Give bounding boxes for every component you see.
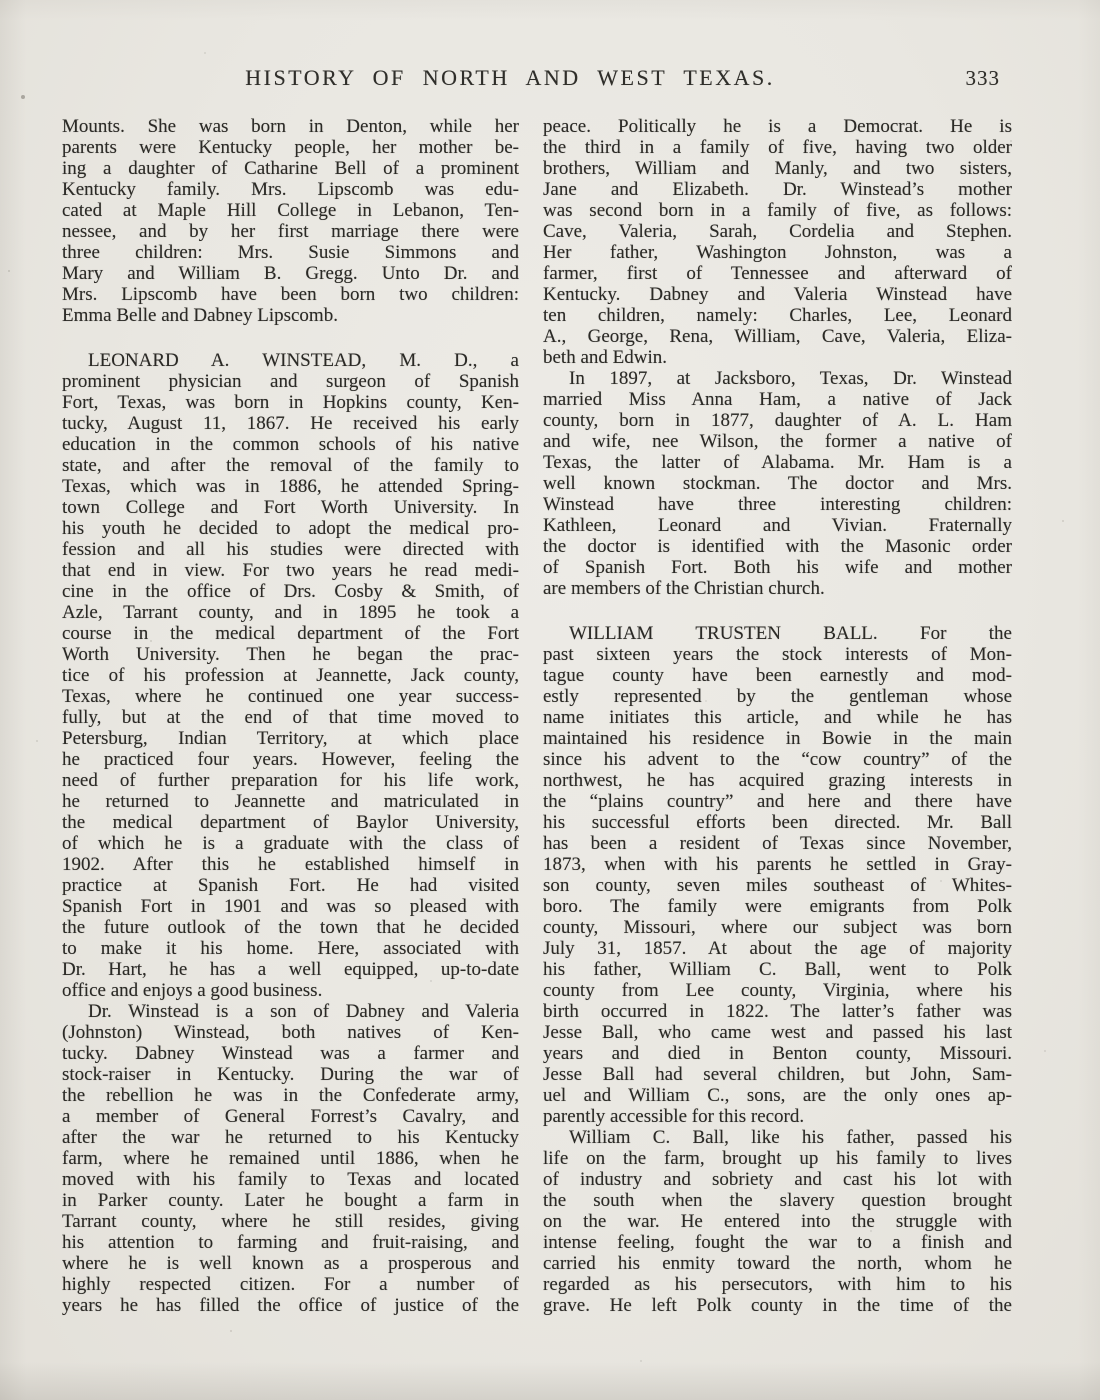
text-line: 1902. After this he established himself in (62, 854, 519, 875)
text-line: Texas, where he continued one year success- (62, 686, 519, 707)
text-line: uel and William C., sons, are the only ones ap- (543, 1085, 1012, 1106)
page-title: HISTORY OF NORTH AND WEST TEXAS. (245, 65, 775, 90)
text-line: ing a daughter of Catharine Bell of a prominent (62, 158, 519, 179)
text-line: the south when the slavery question brought (543, 1190, 1012, 1211)
text-line: northwest, he has acquired grazing interests in (543, 770, 1012, 791)
text-line: Dr. Winstead is a son of Dabney and Valeria (88, 1001, 519, 1022)
column-left (62, 116, 519, 1316)
text-line: William C. Ball, like his father, passed his (569, 1127, 1012, 1148)
text-line: regarded as his persecutors, with him to his (543, 1274, 1012, 1295)
text-line: of Spanish Fort. Both his wife and mother (543, 557, 1012, 578)
paper-speckles (0, 0, 2, 2)
text-line: Texas, which was in 1886, he attended Spring- (62, 476, 519, 497)
text-line: tucky, August 11, 1867. He received his early (62, 413, 519, 434)
text-line: parents were Kentucky people, her mother be- (62, 137, 519, 158)
text-line: Kentucky family. Mrs. Lipscomb was edu- (62, 179, 519, 200)
paragraph (543, 368, 1012, 599)
text-line: (Johnston) Winstead, both natives of Ken- (62, 1022, 519, 1043)
text-line: his attention to farming and fruit-raising, and (62, 1232, 519, 1253)
text-line: son county, seven miles southeast of Whites- (543, 875, 1012, 896)
text-line: grave. He left Polk county in the time of the (543, 1295, 1012, 1316)
text-line: peace. Politically he is a Democrat. He is (543, 116, 1012, 137)
text-line: Jane and Elizabeth. Dr. Winstead’s mother (543, 179, 1012, 200)
text-line: Kentucky. Dabney and Valeria Winstead have (543, 284, 1012, 305)
paragraph (62, 116, 519, 326)
text-line: Kathleen, Leonard and Vivian. Fraternally (543, 515, 1012, 536)
text-line: the “plains country” and here and there have (543, 791, 1012, 812)
text-line: where he is well known as a prosperous and (62, 1253, 519, 1274)
text-line: he returned to Jeannette and matriculated in (62, 791, 519, 812)
text-line: tice of his profession at Jeannette, Jack county, (62, 665, 519, 686)
text-line: are members of the Christian church. (543, 578, 825, 599)
text-line: July 31, 1857. At about the age of majority (543, 938, 1012, 959)
text-line: since his advent to the “cow country” of the (543, 749, 1012, 770)
text-line: his father, William C. Ball, went to Polk (543, 959, 1012, 980)
text-line: prominent physician and surgeon of Spanish (62, 371, 519, 392)
text-line: Mrs. Lipscomb have been born two children: (62, 284, 519, 305)
text-line: A., George, Rena, William, Cave, Valeria, Eliza- (543, 326, 1012, 347)
text-line: fully, but at the end of that time moved to (62, 707, 519, 728)
text-line: Azle, Tarrant county, and in 1895 he took a (62, 602, 519, 623)
text-line: farmer, first of Tennessee and afterward of (543, 263, 1012, 284)
text-line: practice at Spanish Fort. He had visited (62, 875, 519, 896)
text-line: three children: Mrs. Susie Simmons and (62, 242, 519, 263)
text-line: the doctor is identified with the Masonic order (543, 536, 1012, 557)
text-line: stock-raiser in Kentucky. During the war of (62, 1064, 519, 1085)
text-line: state, and after the removal of the family to (62, 455, 519, 476)
text-line: tague county have been earnestly and mod- (543, 665, 1012, 686)
text-line: to make it his home. Here, associated with (62, 938, 519, 959)
text-line: highly respected citizen. For a number of (62, 1274, 519, 1295)
text-line: farm, where he remained until 1886, when he (62, 1148, 519, 1169)
text-line: his successful efforts been directed. Mr. Ball (543, 812, 1012, 833)
text-line: carried his enmity toward the north, whom he (543, 1253, 1012, 1274)
running-head (0, 62, 1020, 94)
page-number: 333 (965, 66, 1000, 90)
text-line: of which he is a graduate with the class of (62, 833, 519, 854)
text-line: his youth he decided to adopt the medical pro- (62, 518, 519, 539)
text-line: he practiced four years. However, feeling the (62, 749, 519, 770)
text-line: town College and Fort Worth University. In (62, 497, 519, 518)
text-line: the medical department of Baylor University, (62, 812, 519, 833)
text-line: Cave, Valeria, Sarah, Cordelia and Stephen. (543, 221, 1012, 242)
text-line: Mary and William B. Gregg. Unto Dr. and (62, 263, 519, 284)
text-line: on the war. He entered into the struggle with (543, 1211, 1012, 1232)
text-line: married Miss Anna Ham, a native of Jack (543, 389, 1012, 410)
text-line: past sixteen years the stock interests of Mon- (543, 644, 1012, 665)
paragraph (543, 1127, 1012, 1316)
text-line: maintained his residence in Bowie in the main (543, 728, 1012, 749)
text-line: Mounts. She was born in Denton, while her (62, 116, 519, 137)
text-line: ten children, namely: Charles, Lee, Leonard (543, 305, 1012, 326)
text-line: Jesse Ball, who came west and passed his last (543, 1022, 1012, 1043)
paragraph (543, 116, 1012, 368)
text-line: beth and Edwin. (543, 347, 668, 368)
text-line: well known stockman. The doctor and Mrs. (543, 473, 1012, 494)
text-columns (62, 116, 1012, 1316)
text-line: Emma Belle and Dabney Lipscomb. (62, 305, 338, 326)
text-line: Fort, Texas, was born in Hopkins county, Ken- (62, 392, 519, 413)
text-line: Petersburg, Indian Territory, at which place (62, 728, 519, 749)
text-line: of industry and sobriety and cast his lot with (543, 1169, 1012, 1190)
paragraph (62, 1001, 519, 1316)
text-line: moved with his family to Texas and located (62, 1169, 519, 1190)
text-line: the future outlook of the town that he decided (62, 917, 519, 938)
text-line: In 1897, at Jacksboro, Texas, Dr. Winstead (569, 368, 1012, 389)
text-line: birth occurred in 1822. The latter’s father was (543, 1001, 1012, 1022)
text-line: Dr. Hart, he has a well equipped, up-to-date (62, 959, 519, 980)
text-line: 1873, when with his parents he settled in Gray- (543, 854, 1012, 875)
text-line: intense feeling, fought the war to a finish and (543, 1232, 1012, 1253)
text-line: the third in a family of five, having two older (543, 137, 1012, 158)
text-line: name initiates this article, and while he has (543, 707, 1012, 728)
text-line: county, born in 1877, daughter of A. L. Ham (543, 410, 1012, 431)
text-line: parently accessible for this record. (543, 1106, 805, 1127)
text-line: Her father, Washington Johnston, was a (543, 242, 1012, 263)
text-line: Winstead have three interesting children: (543, 494, 1012, 515)
text-line: Jesse Ball had several children, but John, Sam- (543, 1064, 1012, 1085)
text-line: county from Lee county, Virginia, where his (543, 980, 1012, 1001)
text-line: Spanish Fort in 1901 and was so pleased with (62, 896, 519, 917)
text-line: and wife, nee Wilson, the former a native of (543, 431, 1012, 452)
text-line: after the war he returned to his Kentucky (62, 1127, 519, 1148)
text-line: life on the farm, brought up his family to lives (543, 1148, 1012, 1169)
text-line: Tarrant county, where he still resides, giving (62, 1211, 519, 1232)
text-line: years he has filled the office of justice of the (62, 1295, 519, 1316)
column-right (543, 116, 1012, 1316)
text-line: office and enjoys a good business. (62, 980, 323, 1001)
text-line: education in the common schools of his native (62, 434, 519, 455)
text-line: cine in the office of Drs. Cosby & Smith, of (62, 581, 519, 602)
paragraph (62, 350, 519, 1001)
text-line: has been a resident of Texas since November, (543, 833, 1012, 854)
text-line: LEONARD A. WINSTEAD, M. D., a (88, 350, 519, 371)
text-line: that end in view. For two years he read medi- (62, 560, 519, 581)
text-line: need of further preparation for his life work, (62, 770, 519, 791)
text-line: was second born in a family of five, as follows: (543, 200, 1012, 221)
text-line: brothers, William and Manly, and two sisters, (543, 158, 1012, 179)
text-line: years and died in Benton county, Missouri. (543, 1043, 1012, 1064)
text-line: the rebellion he was in the Confederate army, (62, 1085, 519, 1106)
text-line: estly represented by the gentleman whose (543, 686, 1012, 707)
text-line: course in the medical department of the Fort (62, 623, 519, 644)
text-line: Texas, the latter of Alabama. Mr. Ham is a (543, 452, 1012, 473)
text-line: fession and all his studies were directed with (62, 539, 519, 560)
text-line: county, Missouri, where our subject was born (543, 917, 1012, 938)
text-line: WILLIAM TRUSTEN BALL. For the (569, 623, 1012, 644)
text-line: boro. The family were emigrants from Polk (543, 896, 1012, 917)
text-line: nessee, and by her first marriage there were (62, 221, 519, 242)
text-line: tucky. Dabney Winstead was a farmer and (62, 1043, 519, 1064)
text-line: in Parker county. Later he bought a farm in (62, 1190, 519, 1211)
paragraph (543, 623, 1012, 1127)
text-line: a member of General Forrest’s Cavalry, and (62, 1106, 519, 1127)
text-line: cated at Maple Hill College in Lebanon, Ten- (62, 200, 519, 221)
text-line: Worth University. Then he began the prac- (62, 644, 519, 665)
